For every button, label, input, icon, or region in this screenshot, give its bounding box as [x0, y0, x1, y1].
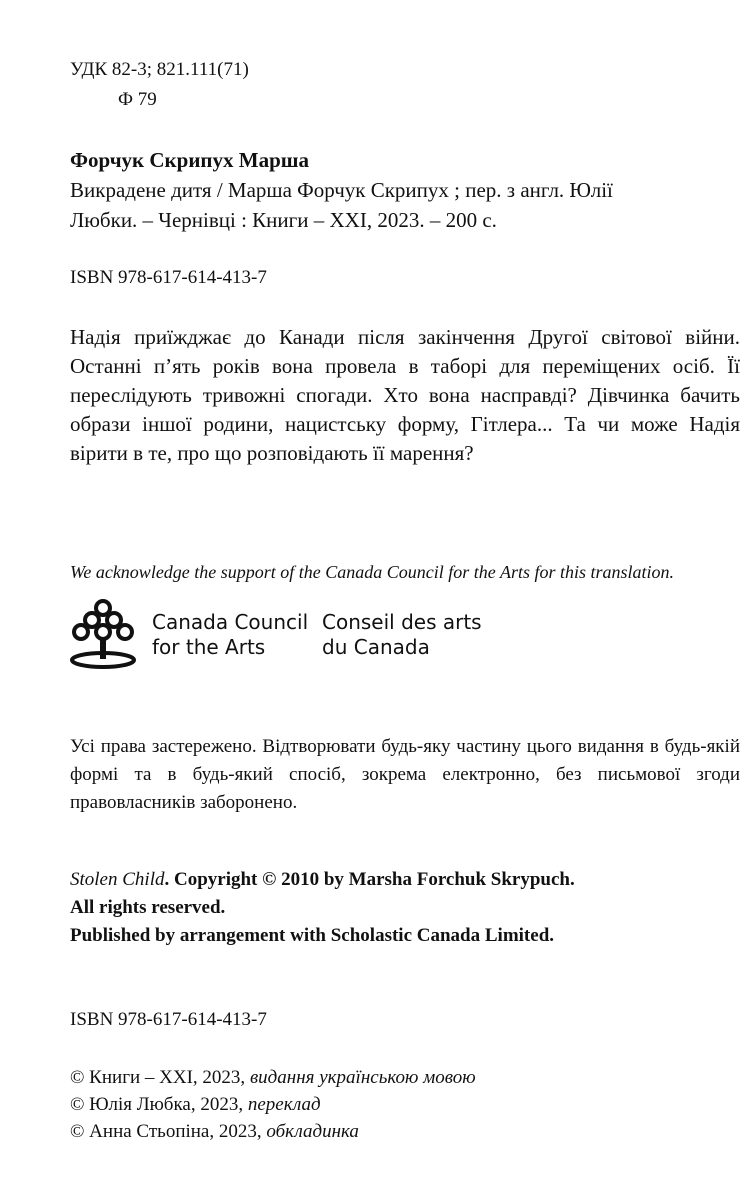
council-name-fr [322, 610, 482, 660]
credit-role: переклад [247, 1094, 321, 1115]
rights-notice: Усі права застережено. Відтворювати будь-яку частину цього видання в будь-якій формі та в будь-який спосіб, зокрема електронно, без письмової згоди правовласників заборонено. [70, 736, 740, 813]
credit-line [70, 1091, 321, 1118]
original-title: Stolen Child [70, 869, 165, 890]
credit-holder: © Юлія Любка, 2023, [70, 1094, 248, 1115]
credit-holder: © Анна Стьопіна, 2023, [70, 1121, 267, 1142]
council-fr-line-1: Conseil des arts [322, 610, 482, 634]
copyright-statement: . Copyright © 2010 by Marsha Forchuk Skrypuch. [164, 869, 575, 890]
credit-holder: © Книги – ХХІ, 2023, [70, 1067, 250, 1088]
record-line-1: Викрадене дитя / Марша Форчук Скрипух ; пер. з англ. Юлії [70, 178, 613, 202]
copyright-line-3: Published by arrangement with Scholastic Canada Limited. [70, 925, 555, 946]
isbn-top: ISBN 978-617-614-413-7 [70, 267, 267, 288]
council-en-line-1: Canada Council [152, 610, 309, 634]
copyright-line-1 [70, 866, 575, 893]
credit-role: видання українською мовою [249, 1067, 476, 1088]
canada-council-logo [68, 596, 138, 670]
acknowledgement: We acknowledge the support of the Canada Council for the Arts for this translation. [70, 562, 674, 582]
author-heading: Форчук Скрипух Марша [70, 148, 310, 172]
credit-role: обкладинка [266, 1121, 359, 1142]
copyright-line-2: All rights reserved. [70, 897, 226, 918]
record-line-2: Любки. – Чернівці : Книги – ХХІ, 2023. – 200 с. [70, 208, 497, 232]
council-en-line-2: for the Arts [152, 635, 266, 659]
credit-line [70, 1064, 476, 1091]
isbn-bottom: ISBN 978-617-614-413-7 [70, 1009, 267, 1030]
council-name-en [152, 610, 308, 660]
udk-code: УДК 82-3; 821.111(71) [70, 59, 249, 80]
annotation: Надія приїжджає до Канади після закінчення Другої світової війни. Останні п’ять років вона провела в таборі для переміщених осіб. Її переслідують тривожні спогади. Хто вона насправді? Дівчинка бачить образи іншої родини, нацистську форму, Гітлера... Та чи може Надія вірити в те, про що розповідають її марення? [70, 325, 740, 465]
credit-line [70, 1118, 359, 1145]
council-fr-line-2: du Canada [322, 635, 430, 659]
author-mark: Ф 79 [118, 89, 157, 110]
